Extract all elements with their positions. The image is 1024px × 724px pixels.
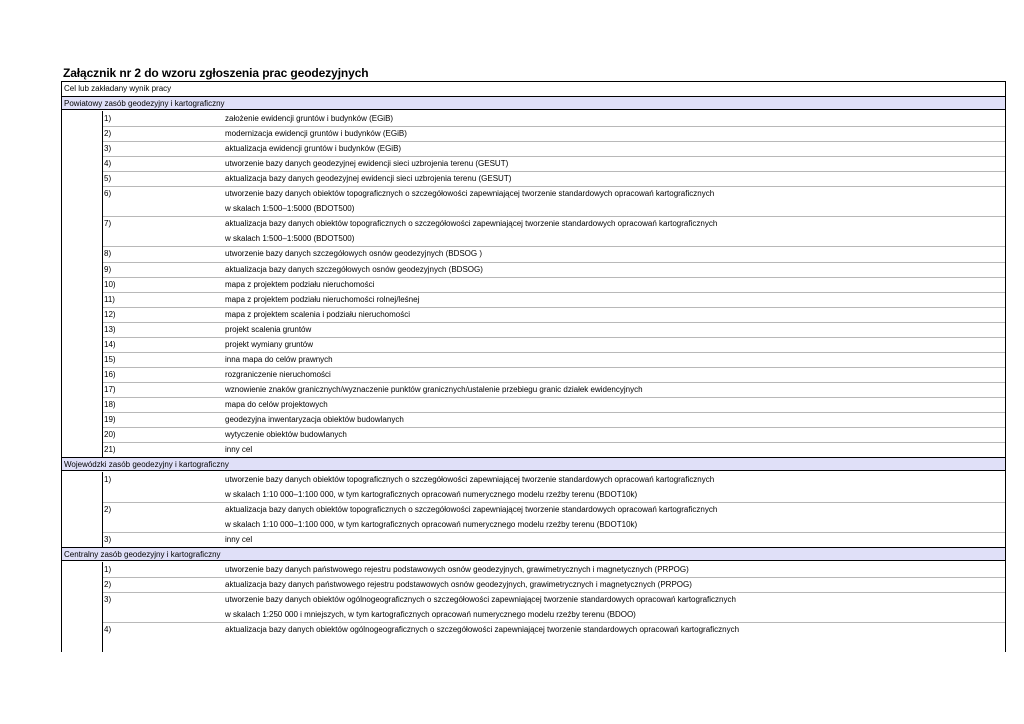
item-number: 13) — [104, 324, 116, 334]
item-description: aktualizacja bazy danych obiektów topograficznych o szczegółowości zapewniającej tworzenie standardowych opracowań kartograficznych — [225, 505, 718, 515]
purpose-table — [61, 81, 1006, 652]
item-description: modernizacja ewidencji gruntów i budynków (EGiB) — [225, 129, 407, 139]
section-header: Wojewódzki zasób geodezyjny i kartograficzny — [62, 457, 1005, 471]
item-description: mapa z projektem scalenia i podziału nieruchomości — [225, 309, 410, 319]
item-number: 17) — [104, 384, 116, 394]
item-number: 9) — [104, 264, 112, 274]
item-number: 15) — [104, 354, 116, 364]
item-description: utworzenie bazy danych obiektów topograficznych o szczegółowości zapewniającej tworzenie standardowych opracowań kartograficznych — [225, 475, 715, 484]
item-description: w skalach 1:250 000 i mniejszych, w tym kartograficznych opracowań numerycznego modelu rzeźby terenu (BDOO) — [225, 610, 636, 620]
item-number: 4) — [104, 159, 112, 169]
item-number: 2) — [104, 580, 112, 590]
item-description: wznowienie znaków granicznych/wyznaczenie punktów granicznych/ustalenie przebiegu granic działek ewidencyjnych — [225, 384, 643, 394]
item-number: 4) — [104, 625, 112, 635]
item-number: 6) — [104, 189, 112, 199]
item-description: geodezyjna inwentaryzacja obiektów budowlanych — [225, 415, 404, 424]
item-number: 16) — [104, 369, 116, 379]
number-column-border — [102, 472, 103, 547]
item-number: 1) — [104, 475, 112, 484]
number-column-border — [102, 562, 103, 652]
item-number: 2) — [104, 505, 112, 515]
item-number: 10) — [104, 279, 116, 289]
item-description: w skalach 1:10 000–1:100 000, w tym kartograficznych opracowań numerycznego modelu rzeźby terenu (BDOT10k) — [225, 520, 638, 530]
item-number: 18) — [104, 399, 116, 409]
item-description: utworzenie bazy danych obiektów ogólnogeograficznych o szczegółowości zapewniającej tworzenie standardowych opracowań kartograficznych — [225, 595, 736, 605]
item-description: utworzenie bazy danych państwowego rejestru podstawowych osnów geodezyjnych, grawimetrycznych i magnetycznych (PRPOG) — [225, 565, 689, 574]
item-number: 8) — [104, 249, 112, 259]
item-description: mapa z projektem podziału nieruchomości — [225, 279, 375, 289]
item-number: 19) — [104, 415, 116, 424]
item-number: 3) — [104, 595, 112, 605]
item-description: utworzenie bazy danych geodezyjnej ewidencji sieci uzbrojenia terenu (GESUT) — [225, 159, 509, 169]
item-description: projekt wymiany gruntów — [225, 339, 314, 349]
table-header: Cel lub zakładany wynik pracy — [64, 84, 172, 93]
item-description: aktualizacja bazy danych szczegółowych osnów geodezyjnych (BDSOG) — [225, 264, 483, 274]
item-description: utworzenie bazy danych szczegółowych osnów geodezyjnych (BDSOG ) — [225, 249, 483, 259]
item-number: 21) — [104, 445, 116, 455]
item-number: 7) — [104, 219, 112, 229]
item-description: aktualizacja bazy danych geodezyjnej ewidencji sieci uzbrojenia terenu (GESUT) — [225, 174, 512, 184]
item-number: 12) — [104, 309, 116, 319]
item-number: 3) — [104, 535, 112, 545]
item-description: aktualizacja bazy danych państwowego rejestru podstawowych osnów geodezyjnych, grawimetrycznych i magnetycznych (PRPOG) — [225, 580, 692, 590]
item-description: w skalach 1:500–1:5000 (BDOT500) — [225, 234, 355, 244]
item-description: inna mapa do celów prawnych — [225, 354, 333, 364]
item-description: inny cel — [225, 445, 253, 455]
item-description: mapa z projektem podziału nieruchomości rolnej/leśnej — [225, 294, 420, 304]
item-description: w skalach 1:10 000–1:100 000, w tym kartograficznych opracowań numerycznego modelu rzeźby terenu (BDOT10k) — [225, 490, 638, 500]
item-description: inny cel — [225, 535, 253, 545]
item-description: utworzenie bazy danych obiektów topograficznych o szczegółowości zapewniającej tworzenie standardowych opracowań kartograficznych — [225, 189, 715, 199]
number-column-border — [102, 111, 103, 457]
item-description: aktualizacja ewidencji gruntów i budynków (EGiB) — [225, 144, 402, 154]
item-number: 1) — [104, 565, 112, 574]
section-header: Centralny zasób geodezyjny i kartograficzny — [62, 547, 1005, 561]
item-number: 3) — [104, 144, 112, 154]
item-description: aktualizacja bazy danych obiektów ogólnogeograficznych o szczegółowości zapewniającej tworzenie standardowych opracowań kartograficznych — [225, 625, 740, 635]
item-description: założenie ewidencji gruntów i budynków (EGiB) — [225, 114, 394, 123]
item-number: 14) — [104, 339, 116, 349]
item-number: 1) — [104, 114, 112, 123]
item-description: rozgraniczenie nieruchomości — [225, 369, 331, 379]
item-description: w skalach 1:500–1:5000 (BDOT500) — [225, 204, 355, 214]
item-description: mapa do celów projektowych — [225, 399, 328, 409]
item-description: aktualizacja bazy danych obiektów topograficznych o szczegółowości zapewniającej tworzenie standardowych opracowań kartograficznych — [225, 219, 718, 229]
item-number: 5) — [104, 174, 112, 184]
document-title: Załącznik nr 2 do wzoru zgłoszenia prac geodezyjnych — [63, 66, 369, 80]
item-description: wytyczenie obiektów budowlanych — [225, 430, 347, 440]
item-number: 11) — [104, 294, 115, 304]
item-number: 20) — [104, 430, 116, 440]
item-description: projekt scalenia gruntów — [225, 324, 312, 334]
section-header: Powiatowy zasób geodezyjny i kartograficzny — [62, 96, 1005, 110]
item-number: 2) — [104, 129, 112, 139]
